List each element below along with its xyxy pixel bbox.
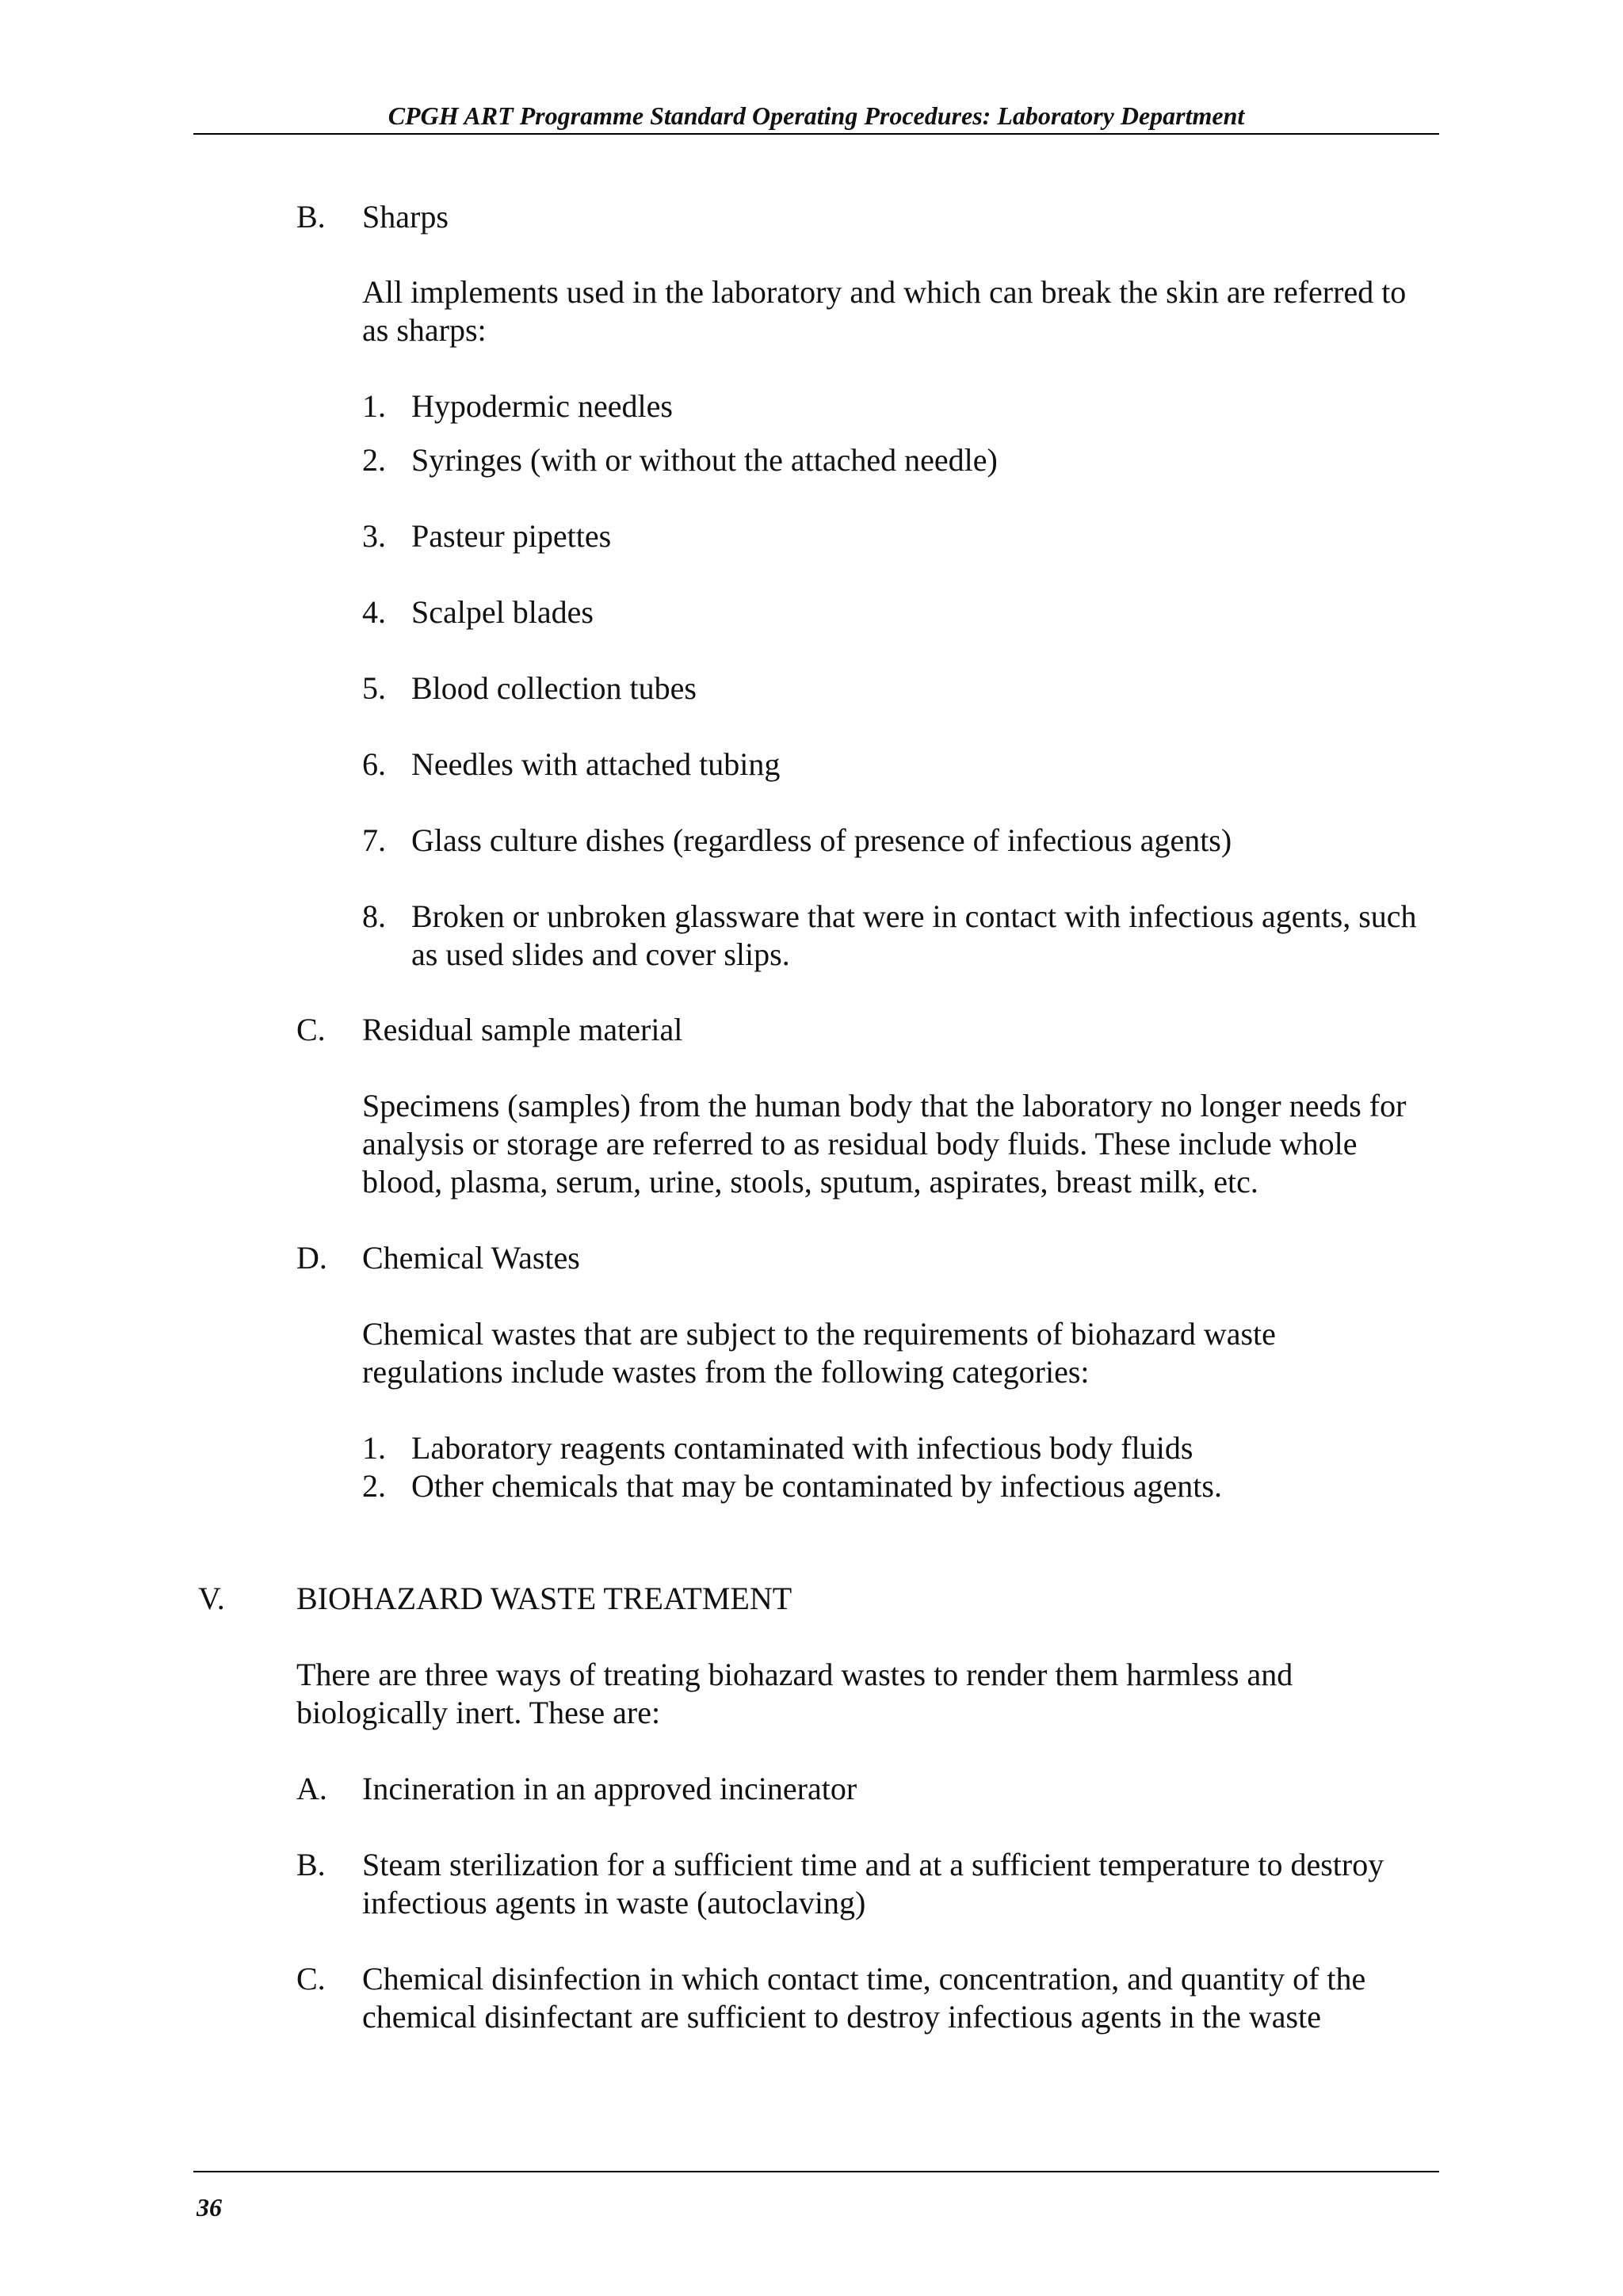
list-item-number: 8. <box>362 898 386 934</box>
list-item-text: Needles with attached tubing <box>411 746 781 782</box>
section-d-letter: D. <box>296 1240 327 1276</box>
list-item-text: Laboratory reagents contaminated with infectious body fluids <box>411 1430 1193 1466</box>
section-v-title: BIOHAZARD WASTE TREATMENT <box>296 1581 792 1616</box>
list-item-text: Syringes (with or without the attached needle) <box>411 442 998 478</box>
section-c-letter: C. <box>296 1012 326 1047</box>
treatment-item-letter: A. <box>296 1771 327 1806</box>
section-b-letter: B. <box>296 199 326 235</box>
list-item-number: 1. <box>362 1430 386 1466</box>
section-v-numeral: V. <box>198 1581 225 1616</box>
list-item-text: Other chemicals that may be contaminated by infectious agents. <box>411 1468 1222 1504</box>
treatment-item-text: Chemical disinfection in which contact time, concentration, and quantity of the chemical disinfectant are sufficient to destroy infectious agents in the waste <box>362 1961 1366 2035</box>
list-item-text: Hypodermic needles <box>411 388 673 424</box>
list-item-number: 2. <box>362 1468 386 1504</box>
treatment-item-letter: B. <box>296 1847 326 1882</box>
list-item-text: Broken or unbroken glassware that were in contact with infectious agents, such as used slides and cover slips. <box>411 898 1417 972</box>
section-c-body: Specimens (samples) from the human body that the laboratory no longer needs for analysis or storage are referred to as residual body fluids. These include whole blood, plasma, serum, urine, stools, sputum, aspirates, breast milk, etc. <box>362 1088 1407 1199</box>
list-item-number: 4. <box>362 594 386 630</box>
section-d-body: Chemical wastes that are subject to the requirements of biohazard waste regulations include wastes from the following categories: <box>362 1316 1276 1390</box>
treatment-item-text: Incineration in an approved incinerator <box>362 1771 857 1806</box>
list-item-text: Blood collection tubes <box>411 670 697 706</box>
section-b-intro: All implements used in the laboratory and which can break the skin are referred to as sharps: <box>362 274 1407 348</box>
section-b-title: Sharps <box>362 199 449 235</box>
list-item-number: 1. <box>362 388 386 424</box>
section-c-title: Residual sample material <box>362 1012 683 1047</box>
footer-rule <box>193 2171 1439 2172</box>
list-item-number: 7. <box>362 822 386 858</box>
list-item-text: Pasteur pipettes <box>411 518 612 554</box>
list-item-text: Glass culture dishes (regardless of presence of infectious agents) <box>411 822 1232 858</box>
page-number: 36 <box>197 2193 222 2222</box>
list-item-number: 5. <box>362 670 386 706</box>
list-item-number: 3. <box>362 518 386 554</box>
list-item-text: Scalpel blades <box>411 594 594 630</box>
treatment-item-text: Steam sterilization for a sufficient time and at a sufficient temperature to destroy infectious agents in waste (autoclaving) <box>362 1847 1384 1920</box>
treatment-item-letter: C. <box>296 1961 326 1997</box>
section-d-title: Chemical Wastes <box>362 1240 580 1276</box>
list-item-number: 2. <box>362 442 386 478</box>
section-v-intro: There are three ways of treating biohazard wastes to render them harmless and biologically inert. These are: <box>296 1657 1293 1730</box>
running-header: CPGH ART Programme Standard Operating Procedures: Laboratory Department <box>388 101 1245 130</box>
list-item-number: 6. <box>362 746 386 782</box>
header-rule <box>193 133 1439 135</box>
